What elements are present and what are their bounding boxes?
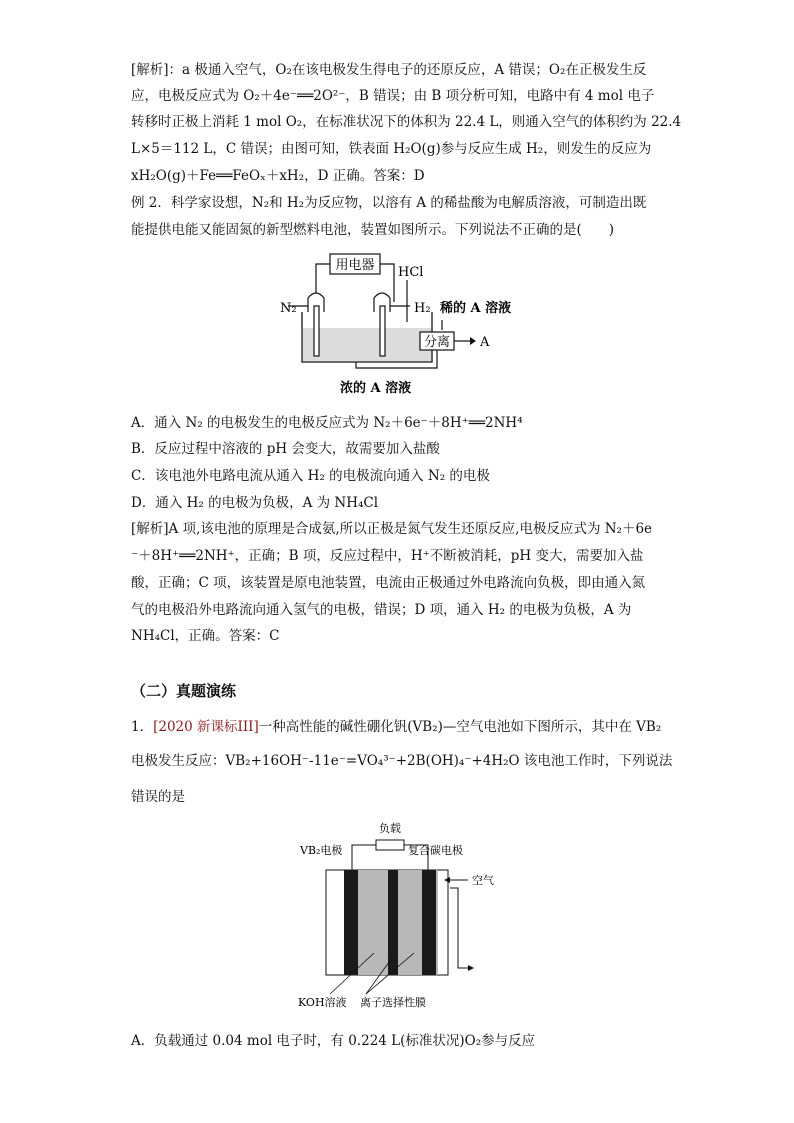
h2-electrode [380,306,385,356]
vb2-label: VB₂电极 [300,844,343,857]
n2-label: N₂ [280,301,297,316]
question-number: 1． [131,719,154,735]
carbon-electrode [422,870,436,975]
question-1-option-a: A．负载通过 0.04 mol 电子时，有 0.224 L(标准状况)O₂参与反应 [131,1033,536,1049]
device-label: 用电器 [335,258,375,273]
option-c: C．该电池外电路电流从通入 H₂ 的电极流向通入 N₂ 的电极 [131,468,490,484]
hcl-label: HCl [398,265,424,280]
n2-electrode [314,306,319,356]
section-title: （二）真题演练 [131,682,237,700]
conc-label: 浓的 A 溶液 [340,381,412,396]
fuel-cell-diagram [270,250,530,400]
load-resistor [376,840,404,850]
analysis-2-line: 气的电极沿外电路流向通入氢气的电极，错误；D 项，通入 H₂ 的电极为负极，A 为 [131,602,632,618]
question-source: [2020 新课标III] [153,719,259,735]
dilute-label: 稀的 A 溶液 [440,301,512,316]
option-a: A．通入 N₂ 的电极发生的电极反应式为 N₂＋6e⁻＋8H⁺══2NH⁴ [131,415,523,431]
question-1-line-3: 错误的是 [131,789,185,805]
vb2-electrode [344,870,358,975]
question-1-line-1 [131,717,661,737]
analysis-2-line: 酸，正确；C 项，该装置是原电池装置，电流由正极通过外电路流向负极，即由通入氮 [131,575,646,591]
electrolyte [303,328,431,361]
vb2-air-battery-diagram [296,818,506,1013]
membrane-label: 离子选择性膜 [360,996,426,1009]
a-arrow [470,337,476,345]
analysis-2-line: NH₄Cl，正确。答案：C [131,628,280,644]
carbon-label: 复合碳电极 [408,844,463,857]
option-d: D．通入 H₂ 的电极为负极，A 为 NH₄Cl [131,495,379,511]
analysis-1-line: 转移时正极上消耗 1 mol O₂，在标准状况下的体积为 22.4 L，则通入空气的体积约为 22.4 [131,114,682,130]
air-outlet-arrow [468,965,474,971]
analysis-1-line: xH₂O(g)＋Fe══FeOₓ＋xH₂，D 正确。答案：D [131,168,425,184]
analysis-2-line: [解析]A 项,该电池的原理是合成氨,所以正极是氮气发生还原反应,电极反应式为 N₂＋6e [131,521,653,537]
ion-membrane [388,870,398,975]
example-2-line: 能提供电能又能固氮的新型燃料电池，装置如图所示。下列说法不正确的是( ) [131,222,615,238]
analysis-1-line: L×5＝112 L，C 错误；由图可知，铁表面 H₂O(g)参与反应生成 H₂，则发生的反应为 [131,141,652,157]
load-wire-left [352,845,376,870]
analysis-1-line: 应，电极反应式为 O₂＋4e⁻══2O²⁻，B 错误；由 B 项分析可知，电路中有 4 mol 电子 [131,88,655,104]
question-1-line-2: 电极发生反应：VB₂+16OH⁻-11e⁻=VO₄³⁻+2B(OH)₄⁻+4H₂O 该电池工作时，下列说法 [131,753,673,769]
air-channel [450,888,468,968]
h2-label: H₂ [414,301,431,316]
load-label: 负载 [379,822,401,835]
option-b: B．反应过程中溶液的 pH 会变大，故需要加入盐酸 [131,441,440,457]
example-2-line: 例 2．科学家设想，N₂和 H₂为反应物，以溶有 A 的稀盐酸为电解质溶液，可制造出既 [131,195,647,211]
analysis-2-line: ⁻＋8H⁺══2NH⁺，正确；B 项，反应过程中，H⁺不断被消耗，pH 变大，需要加入盐 [131,548,644,564]
air-label: 空气 [472,874,494,887]
a-label: A [480,335,490,350]
question-text: 一种高性能的碱性硼化钒(VB₂)—空气电池如下图所示，其中在 VB₂ [258,719,662,735]
analysis-1-line: [解析]：a 极通入空气，O₂在该电极发生得电子的还原反应，A 错误；O₂在正极发生反 [131,62,647,78]
separate-label: 分离 [423,335,451,350]
koh-label: KOH溶液 [298,996,347,1009]
